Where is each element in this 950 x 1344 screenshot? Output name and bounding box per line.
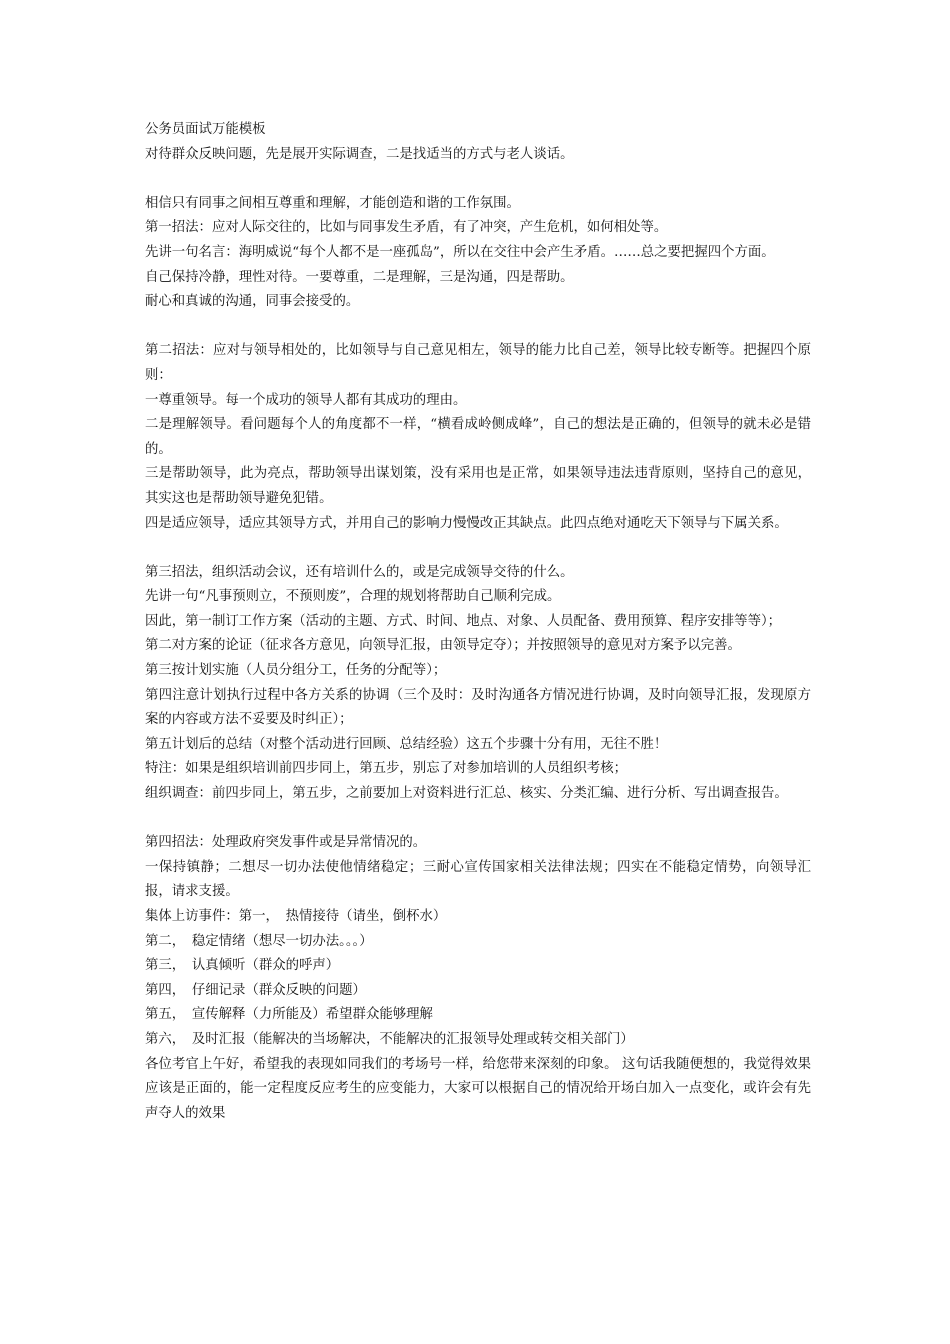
paragraph-line: 第五， 宣传解释（力所能及）希望群众能够理解: [145, 1007, 433, 1023]
paragraph-line: 第六， 及时汇报（能解决的当场解决，不能解决的汇报领导处理或转交相关部门）: [145, 1031, 634, 1047]
paragraph-line: 第四， 仔细记录（群众反映的问题）: [145, 982, 366, 998]
document-body: [145, 118, 811, 1126]
paragraph-line: 第三按计划实施（人员分组分工，任务的分配等）；: [145, 663, 447, 679]
paragraph-line: 第二招法：应对与领导相处的，比如领导与自己意见相左，领导的能力比自己差，领导比较专断等。把握四个原则：: [145, 343, 811, 383]
paragraph-line: 自己保持冷静，理性对待。一要尊重，二是理解，三是沟通，四是帮助。: [145, 269, 574, 285]
paragraph-line: 因此，第一制订工作方案（活动的主题、方式、时间、地点、对象、人员配备、费用预算、程序安排等等）；: [145, 613, 782, 629]
paragraph-line: 一尊重领导。每一个成功的领导人都有其成功的理由。: [145, 392, 467, 408]
paragraph-line: 集体上访事件：第一， 热情接待（请坐，倒杯水）: [145, 909, 447, 924]
paragraph-line: 耐心和真诚的沟通，同事会接受的。: [145, 294, 360, 310]
paragraph-line: 一保持镇静；二想尽一切办法使他情绪稳定；三耐心宣传国家相关法律法规；四实在不能稳定情势，向领导汇报，请求支援。: [145, 859, 811, 900]
paragraph-line: 先讲一句“凡事预则立，不预则废”，合理的规划将帮助自己顺利完成。: [145, 589, 561, 605]
paragraph-line: 第三， 认真倾听（群众的呼声）: [145, 958, 340, 974]
paragraph-line: 第一招法：应对人际交往的，比如与同事发生矛盾，有了冲突，产生危机，如何相处等。: [145, 220, 668, 236]
paragraph-line: 特注：如果是组织培训前四步同上，第五步，别忘了对参加培训的人员组织考核；: [145, 761, 628, 777]
blank-line: [145, 167, 811, 192]
paragraph-line: 三是帮助领导，此为亮点，帮助领导出谋划策，没有采用也是正常，如果领导违法违背原则，坚持自己的意见，其实这也是帮助领导避免犯错。: [145, 466, 811, 506]
paragraph-line: 先讲一句名言：海明威说“每个人都不是一座孤岛”，所以在交往中会产生矛盾。……总之要把握四个方面。: [145, 244, 775, 260]
paragraph-line: 第五计划后的总结（对整个活动进行回顾、总结经验）这五个步骤十分有用，无往不胜！: [145, 736, 668, 752]
paragraph-line: 各位考官上午好，希望我的表现如同我们的考场号一样，给您带来深刻的印象。 这句话我随便想的，我觉得效果应该是正面的，能一定程度反应考生的应变能力，大家可以根据自己的情况给开场白加入一点变化，或许会有先声夺人的效果: [145, 1056, 811, 1121]
paragraph-line: 相信只有同事之间相互尊重和理解，才能创造和谐的工作氛围。: [145, 195, 520, 211]
document-lines: [145, 143, 811, 1127]
paragraph-line: 组织调查：前四步同上，第五步，之前要加上对资料进行汇总、核实、分类汇编、进行分析、写出调查报告。: [145, 786, 788, 802]
paragraph-line: 第四招法：处理政府突发事件或是异常情况的。: [145, 835, 427, 851]
document-title: 公务员面试万能模板: [145, 122, 266, 137]
paragraph-line: 第二， 稳定情绪（想尽一切办法。。。）: [145, 933, 373, 949]
blank-line: [145, 536, 811, 561]
blank-line: [145, 315, 811, 340]
paragraph-line: 第三招法，组织活动会议，还有培训什么的，或是完成领导交待的什么。: [145, 564, 574, 580]
paragraph-line: 第二对方案的论证（征求各方意见，向领导汇报，由领导定夺）；并按照领导的意见对方案予以完善。: [145, 638, 741, 654]
paragraph-line: 对待群众反映问题，先是展开实际调查，二是找适当的方式与老人谈话。: [145, 146, 574, 162]
paragraph-line: 第四注意计划执行过程中各方关系的协调（三个及时：及时沟通各方情况进行协调，及时向领导汇报，发现原方案的内容或方法不妥要及时纠正）；: [145, 687, 811, 728]
blank-line: [145, 807, 811, 832]
paragraph-line: 二是理解领导。看问题每个人的角度都不一样，“横看成岭侧成峰”，自己的想法是正确的，但领导的就未必是错的。: [145, 417, 811, 457]
paragraph-line: 四是适应领导，适应其领导方式，并用自己的影响力慢慢改正其缺点。此四点绝对通吃天下领导与下属关系。: [145, 515, 788, 531]
